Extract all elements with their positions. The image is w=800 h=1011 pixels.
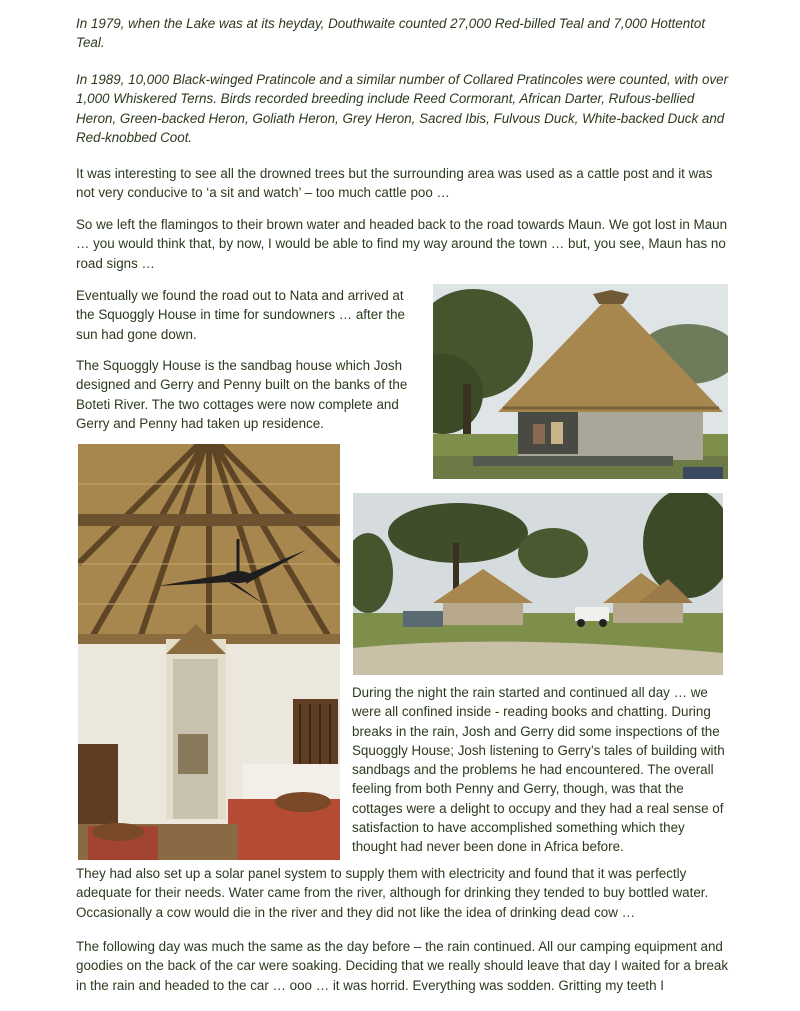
paragraph-teal-count: In 1979, when the Lake was at its heyday, Douthwaite counted 27,000 Red-billed Teal and 7,000 Hottentot Teal. — [76, 16, 706, 51]
photo-cottages-compound — [353, 493, 723, 675]
photo-rondavel-exterior — [433, 284, 728, 479]
paragraph-road-to-nata: Eventually we found the road out to Nata and arrived at the Squoggly House in time for sundowners … after the sun had gone down. — [76, 288, 405, 342]
paragraph-following-day: The following day was much the same as the day before – the rain continued. All our camping equipment and goodies on the back of the car were soaking. Deciding that we really should leave that day I waited for a break in the rain and headed to the car … ooo … it was horrid. Everything was sodden. Gritting my teeth I — [76, 939, 729, 993]
paragraph-night-rain: During the night the rain started and continued all day … we were all confined inside - reading books and chatting. During breaks in the rain, Josh and Gerry did some inspections of the Squoggly House; Josh listening to Gerry’s tales of building with sandbags and the problems he had encountered. The overall feeling from both Penny and Gerry, though, was that the cottages were a delight to occupy and they had a real sense of satisfaction to have accomplished something which they thought had never been done in Africa before. — [352, 685, 725, 855]
photo-interior-ceiling-fan — [78, 444, 340, 860]
paragraph-left-flamingos: So we left the flamingos to their brown water and headed back to the road towards Maun. We got lost in Maun … you would think that, by now, I would be able to find my way around the town … but, you see, Maun has no road signs … — [76, 217, 728, 271]
paragraph-squoggly-house: The Squoggly House is the sandbag house which Josh designed and Gerry and Penny built on the banks of the Boteti River. The two cottages were now complete and Gerry and Penny had taken up residence. — [76, 358, 408, 431]
paragraph-pratincole-count: In 1989, 10,000 Black-winged Pratincole and a similar number of Collared Pratincoles were counted, with over 1,000 Whiskered Terns. Birds recorded breeding include Reed Cormorant, African Darter, Rufous-bellied Heron, Green-backed Heron, Goliath Heron, Grey Heron, Sacred Ibis, Fulvous Duck, White-backed Duck and Red-knobbed Coot. — [76, 72, 729, 145]
paragraph-solar-panel: They had also set up a solar panel system to supply them with electricity and found that it was perfectly adequate for their needs. Water came from the river, although for drinking they tended to buy bottled water. Occasionally a cow would die in the river and they did not like the idea of drinking dead cow … — [76, 866, 709, 920]
paragraph-drowned-trees: It was interesting to see all the drowned trees but the surrounding area was used as a cattle post and it was not very conducive to ‘a sit and watch’ – too much cattle poo … — [76, 166, 713, 201]
